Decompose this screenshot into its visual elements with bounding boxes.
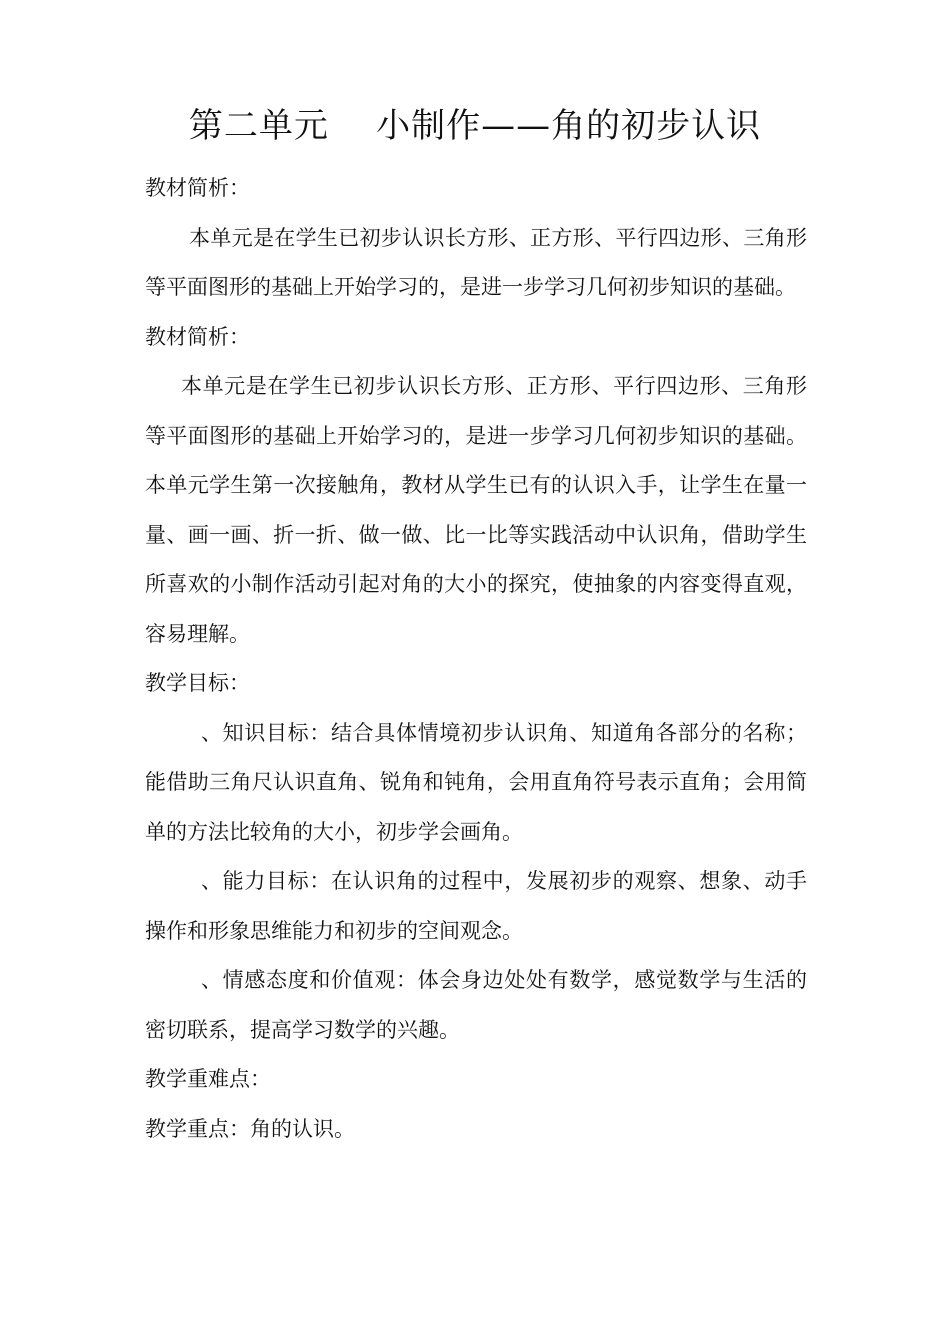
paragraph-analysis-1: 本单元是在学生已初步认识长方形、正方形、平行四边形、三角形等平面图形的基础上开始学习的，是进一步学习几何初步知识的基础。	[145, 225, 807, 299]
goal-ability: 、能力目标：在认识角的过程中，发展初步的观察、想象、动手操作和形象思维能力和初步的空间观念。	[145, 869, 807, 943]
goal-emotion: 、情感态度和价值观：体会身边处处有数学，感觉数学与生活的密切联系，提高学习数学的兴趣。	[145, 968, 807, 1042]
section-heading-key-points: 教学重难点：	[145, 1067, 271, 1091]
section-heading-analysis-2: 教材简析：	[145, 324, 250, 349]
key-point-line: 教学重点：角的认识。	[145, 1116, 355, 1141]
section-heading-analysis-1: 教材简析：	[145, 176, 250, 200]
section-heading-goals: 教学目标：	[145, 671, 250, 695]
goal-knowledge: 、知识目标：结合具体情境初步认识角、知道角各部分的名称；能借助三角尺认识直角、锐角和钝角，会用直角符号表示直角；会用简单的方法比较角的大小，初步学会画角。	[145, 720, 807, 844]
paragraph-analysis-2: 本单元是在学生已初步认识长方形、正方形、平行四边形、三角形等平面图形的基础上开始学习的，是进一步学习几何初步知识的基础。本单元学生第一次接触角，教材从学生已有的认识入手，让学生在量一量、画一画、折一折、做一做、比一比等实践活动中认识角，借助学生所喜欢的小制作活动引起对角的大小的探究，使抽象的内容变得直观，容易理解。	[145, 374, 807, 646]
page-title: 第二单元 小制作——角的初步认识	[188, 106, 762, 146]
document-body	[145, 164, 807, 1154]
